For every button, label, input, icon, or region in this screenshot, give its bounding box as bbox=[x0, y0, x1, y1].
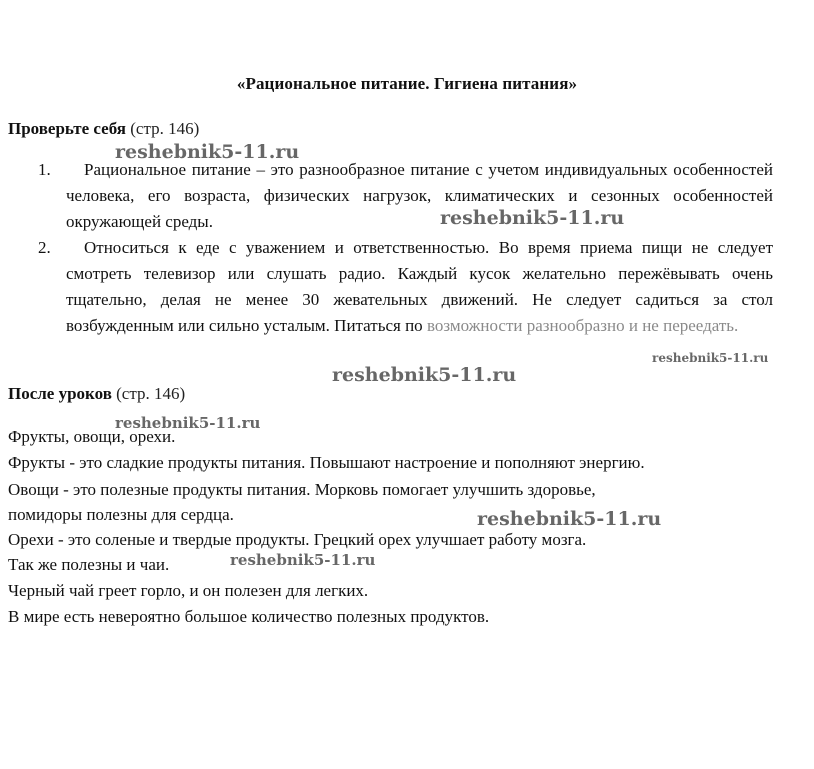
list-item-faded-tail: возможности разнообразно и не переедать. bbox=[426, 316, 739, 335]
check-section-pages: (стр. 146) bbox=[130, 119, 200, 138]
text-line: Фрукты, овощи, орехи. bbox=[8, 427, 176, 446]
text-line: Черный чай греет горло, и он полезен для легких. bbox=[8, 581, 369, 600]
check-section-heading bbox=[8, 119, 199, 139]
after-section-pages: (стр. 146) bbox=[116, 384, 186, 403]
page-title: «Рациональное питание. Гигиена питания» bbox=[236, 74, 578, 93]
check-section-heading-label: Проверьте себя bbox=[8, 119, 126, 138]
watermark: reshebnik5-11.ru bbox=[230, 551, 376, 569]
after-section-heading-label: После уроков bbox=[8, 384, 112, 403]
watermark: reshebnik5-11.ru bbox=[440, 207, 625, 229]
after-section-heading bbox=[8, 384, 185, 404]
text-line: Фрукты - это сладкие продукты питания. Повышают настроение и пополняют энергию. bbox=[8, 453, 645, 472]
list-item-text bbox=[66, 235, 773, 339]
text-line: Овощи - это полезные продукты питания. Морковь помогает улучшить здоровье, bbox=[8, 480, 596, 499]
text-line: помидоры полезны для сердца. bbox=[8, 505, 234, 524]
watermark: reshebnik5-11.ru bbox=[115, 414, 261, 432]
watermark: reshebnik5-11.ru bbox=[477, 508, 662, 530]
list-item-body: Относиться к еде с уважением и ответственностью. Во время приема пищи не следует смотреть телевизор или слушать радио. Каждый кусок желательно пережёвывать очень тщательно, делая не менее 30 жевательных движений. Не следует садиться за стол возбужденным или сильно усталым. Питаться по bbox=[66, 238, 773, 335]
text-line: В мире есть невероятно большое количество полезных продуктов. bbox=[8, 607, 490, 626]
text-line: Орехи - это соленые и твердые продукты. Грецкий орех улучшает работу мозга. bbox=[8, 530, 587, 549]
list-item-number: 1. bbox=[38, 160, 51, 179]
list-item-number: 2. bbox=[38, 238, 51, 257]
watermark: reshebnik5-11.ru bbox=[332, 364, 517, 386]
list-item-text bbox=[66, 157, 773, 235]
watermark: reshebnik5-11.ru bbox=[115, 141, 300, 163]
list-item-body: Рациональное питание – это разнообразное питание с учетом индивидуальных особенностей человека, его возраста, физических нагрузок, климатических и сезонных особенностей окружающей среды. bbox=[66, 160, 773, 231]
watermark: reshebnik5-11.ru bbox=[652, 351, 769, 365]
text-line: Так же полезны и чаи. bbox=[8, 555, 170, 574]
